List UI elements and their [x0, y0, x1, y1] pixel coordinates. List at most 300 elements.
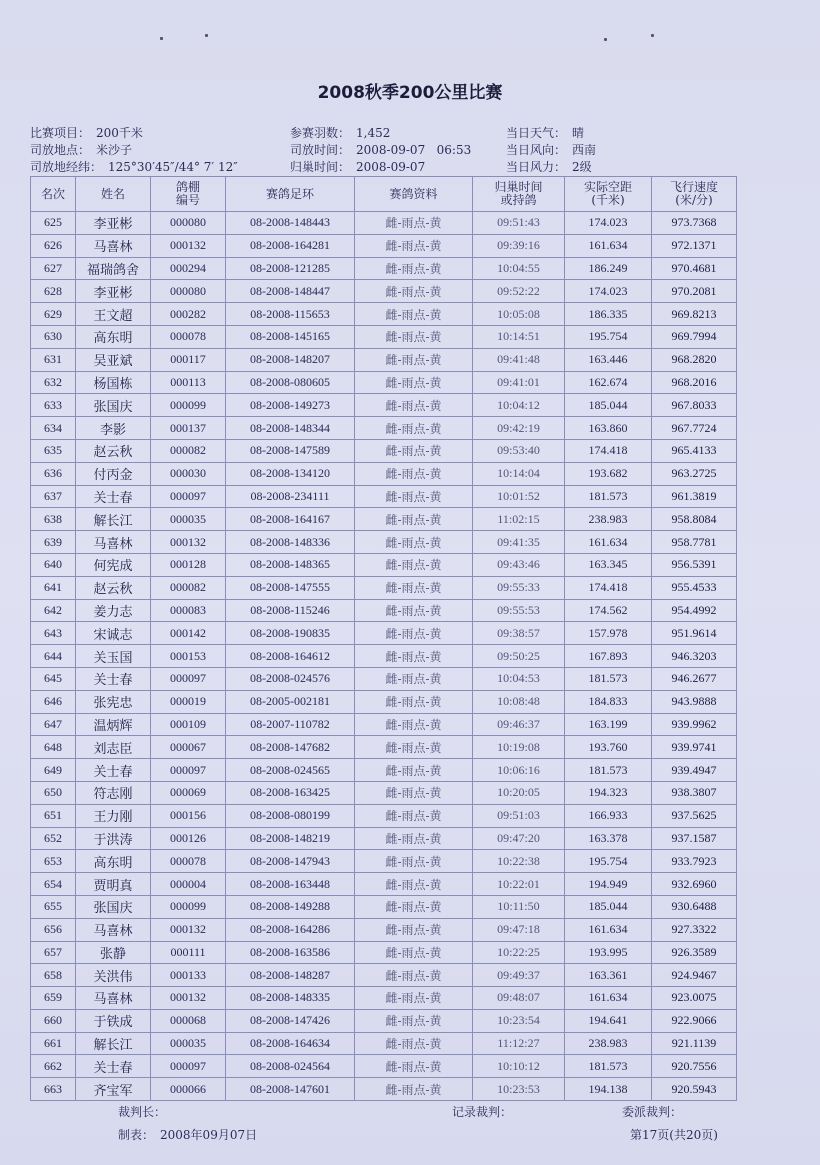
pigeon-info-cell: 雌-雨点-黄 — [355, 850, 473, 873]
pigeon-info-cell: 雌-雨点-黄 — [355, 553, 473, 576]
name-cell: 于洪涛 — [76, 827, 151, 850]
loft-cell: 000294 — [151, 257, 226, 280]
info-label: 司放地经纬： — [30, 160, 103, 174]
speed-cell: 923.0075 — [652, 987, 737, 1010]
rank-cell: 634 — [31, 417, 76, 440]
table-row — [31, 964, 737, 987]
table-row — [31, 485, 737, 508]
speed-cell: 927.3322 — [652, 918, 737, 941]
loft-cell: 000078 — [151, 325, 226, 348]
table-row — [31, 895, 737, 918]
table-row — [31, 873, 737, 896]
name-cell: 张国庆 — [76, 895, 151, 918]
loft-cell: 000142 — [151, 622, 226, 645]
speed-cell: 969.8213 — [652, 303, 737, 326]
pigeon-info-cell: 雌-雨点-黄 — [355, 212, 473, 235]
footer-dispatch: 委派裁判： — [622, 1105, 683, 1119]
distance-cell: 161.634 — [565, 987, 652, 1010]
scan-speck — [160, 37, 163, 40]
distance-cell: 185.044 — [565, 895, 652, 918]
table-row — [31, 941, 737, 964]
speed-cell: 973.7368 — [652, 212, 737, 235]
speed-cell: 937.1587 — [652, 827, 737, 850]
scan-speck — [651, 34, 654, 37]
info-label: 参赛羽数： — [290, 126, 351, 140]
loft-cell: 000035 — [151, 508, 226, 531]
distance-cell: 163.378 — [565, 827, 652, 850]
ring-cell: 08-2008-164167 — [226, 508, 355, 531]
header-line: 或持鸽 — [500, 193, 537, 207]
table-row — [31, 918, 737, 941]
name-cell: 张静 — [76, 941, 151, 964]
return-time-cell: 09:55:33 — [473, 576, 565, 599]
header-line: 鸽棚 — [175, 180, 200, 194]
distance-cell: 194.641 — [565, 1009, 652, 1032]
table-row — [31, 599, 737, 622]
loft-cell: 000078 — [151, 850, 226, 873]
speed-cell: 954.4992 — [652, 599, 737, 622]
distance-cell: 161.634 — [565, 234, 652, 257]
return-time-cell: 10:01:52 — [473, 485, 565, 508]
name-cell: 张宪忠 — [76, 690, 151, 713]
rank-cell: 653 — [31, 850, 76, 873]
pigeon-info-cell: 雌-雨点-黄 — [355, 964, 473, 987]
info-label: 比赛项目： — [30, 126, 91, 140]
loft-cell: 000066 — [151, 1078, 226, 1101]
rank-cell: 629 — [31, 303, 76, 326]
loft-cell: 000080 — [151, 212, 226, 235]
ring-cell: 08-2008-163586 — [226, 941, 355, 964]
distance-cell: 193.995 — [565, 941, 652, 964]
info-value: 1,452 — [356, 126, 391, 140]
distance-cell: 181.573 — [565, 1055, 652, 1078]
ring-cell: 08-2008-115246 — [226, 599, 355, 622]
rank-cell: 662 — [31, 1055, 76, 1078]
loft-cell: 000097 — [151, 759, 226, 782]
distance-cell: 194.138 — [565, 1078, 652, 1101]
info-wind-direction — [506, 141, 596, 158]
info-label: 司放地点： — [30, 143, 91, 157]
loft-cell: 000097 — [151, 1055, 226, 1078]
rank-cell: 661 — [31, 1032, 76, 1055]
rank-cell: 640 — [31, 553, 76, 576]
speed-cell: 937.5625 — [652, 804, 737, 827]
name-cell: 关士春 — [76, 667, 151, 690]
return-time-cell: 10:08:48 — [473, 690, 565, 713]
info-release-time — [290, 141, 471, 158]
return-time-cell: 09:42:19 — [473, 417, 565, 440]
return-time-cell: 09:41:35 — [473, 531, 565, 554]
table-row — [31, 690, 737, 713]
name-cell: 于铁成 — [76, 1009, 151, 1032]
rank-cell: 636 — [31, 462, 76, 485]
name-cell: 宋诚志 — [76, 622, 151, 645]
speed-cell: 924.9467 — [652, 964, 737, 987]
table-row — [31, 1078, 737, 1101]
pigeon-info-cell: 雌-雨点-黄 — [355, 713, 473, 736]
distance-cell: 163.345 — [565, 553, 652, 576]
pigeon-info-cell: 雌-雨点-黄 — [355, 303, 473, 326]
loft-cell: 000083 — [151, 599, 226, 622]
rank-cell: 644 — [31, 645, 76, 668]
loft-cell: 000132 — [151, 987, 226, 1010]
return-time-cell: 09:41:48 — [473, 348, 565, 371]
footer-made — [118, 1126, 257, 1143]
rank-cell: 655 — [31, 895, 76, 918]
ring-cell: 08-2008-024564 — [226, 1055, 355, 1078]
pigeon-info-cell: 雌-雨点-黄 — [355, 645, 473, 668]
rank-cell: 638 — [31, 508, 76, 531]
table-row — [31, 576, 737, 599]
speed-cell: 933.7923 — [652, 850, 737, 873]
loft-cell: 000128 — [151, 553, 226, 576]
speed-cell: 946.2677 — [652, 667, 737, 690]
speed-cell: 965.4133 — [652, 439, 737, 462]
loft-cell: 000126 — [151, 827, 226, 850]
name-cell: 贾明真 — [76, 873, 151, 896]
rank-cell: 635 — [31, 439, 76, 462]
distance-cell: 174.562 — [565, 599, 652, 622]
pigeon-info-cell: 雌-雨点-黄 — [355, 531, 473, 554]
distance-cell: 161.634 — [565, 531, 652, 554]
table-row — [31, 1032, 737, 1055]
distance-cell: 195.754 — [565, 850, 652, 873]
table-row — [31, 553, 737, 576]
speed-cell: 970.2081 — [652, 280, 737, 303]
ring-cell: 08-2008-164286 — [226, 918, 355, 941]
speed-cell: 967.8033 — [652, 394, 737, 417]
pigeon-info-cell: 雌-雨点-黄 — [355, 667, 473, 690]
name-cell: 马喜林 — [76, 987, 151, 1010]
info-value: 200千米 — [96, 126, 143, 140]
name-cell: 高东明 — [76, 850, 151, 873]
distance-cell: 238.983 — [565, 1032, 652, 1055]
table-row — [31, 348, 737, 371]
pigeon-info-cell: 雌-雨点-黄 — [355, 736, 473, 759]
name-cell: 吴亚斌 — [76, 348, 151, 371]
ring-cell: 08-2008-164634 — [226, 1032, 355, 1055]
rank-cell: 630 — [31, 325, 76, 348]
loft-cell: 000109 — [151, 713, 226, 736]
table-row — [31, 394, 737, 417]
name-cell: 王文超 — [76, 303, 151, 326]
ring-cell: 08-2008-148443 — [226, 212, 355, 235]
loft-cell: 000067 — [151, 736, 226, 759]
pigeon-info-cell: 雌-雨点-黄 — [355, 371, 473, 394]
ring-cell: 08-2008-148219 — [226, 827, 355, 850]
speed-cell: 951.9614 — [652, 622, 737, 645]
table-header-row — [31, 177, 737, 212]
pigeon-info-cell: 雌-雨点-黄 — [355, 1032, 473, 1055]
pigeon-info-cell: 雌-雨点-黄 — [355, 759, 473, 782]
return-time-cell: 09:41:01 — [473, 371, 565, 394]
pigeon-info-cell: 雌-雨点-黄 — [355, 804, 473, 827]
return-time-cell: 10:22:38 — [473, 850, 565, 873]
name-cell: 李影 — [76, 417, 151, 440]
pigeon-info-cell: 雌-雨点-黄 — [355, 280, 473, 303]
header-rank: 名次 — [31, 177, 76, 212]
return-time-cell: 09:51:43 — [473, 212, 565, 235]
name-cell: 符志刚 — [76, 781, 151, 804]
rank-cell: 656 — [31, 918, 76, 941]
distance-cell: 186.335 — [565, 303, 652, 326]
distance-cell: 181.573 — [565, 485, 652, 508]
speed-cell: 938.3807 — [652, 781, 737, 804]
ring-cell: 08-2008-148335 — [226, 987, 355, 1010]
ring-cell: 08-2008-147601 — [226, 1078, 355, 1101]
name-cell: 关玉国 — [76, 645, 151, 668]
return-time-cell: 09:53:40 — [473, 439, 565, 462]
speed-cell: 939.4947 — [652, 759, 737, 782]
distance-cell: 161.634 — [565, 918, 652, 941]
name-cell: 赵云秋 — [76, 576, 151, 599]
info-label: 当日风向： — [506, 143, 567, 157]
name-cell: 王力刚 — [76, 804, 151, 827]
info-label: 司放时间： — [290, 143, 351, 157]
distance-cell: 174.418 — [565, 576, 652, 599]
name-cell: 福瑞鸽舍 — [76, 257, 151, 280]
speed-cell: 963.2725 — [652, 462, 737, 485]
rank-cell: 663 — [31, 1078, 76, 1101]
header-line: (千米) — [591, 193, 625, 207]
pigeon-info-cell: 雌-雨点-黄 — [355, 508, 473, 531]
pigeon-info-cell: 雌-雨点-黄 — [355, 348, 473, 371]
loft-cell: 000132 — [151, 234, 226, 257]
return-time-cell: 10:20:05 — [473, 781, 565, 804]
header-name: 姓名 — [76, 177, 151, 212]
loft-cell: 000133 — [151, 964, 226, 987]
table-row — [31, 987, 737, 1010]
distance-cell: 163.860 — [565, 417, 652, 440]
pigeon-info-cell: 雌-雨点-黄 — [355, 257, 473, 280]
info-label: 当日风力： — [506, 160, 567, 174]
table-row — [31, 257, 737, 280]
footer-made-label: 制表： — [118, 1128, 155, 1142]
return-time-cell: 09:50:25 — [473, 645, 565, 668]
distance-cell: 174.023 — [565, 212, 652, 235]
name-cell: 杨国栋 — [76, 371, 151, 394]
ring-cell: 08-2008-234111 — [226, 485, 355, 508]
name-cell: 马喜林 — [76, 531, 151, 554]
name-cell: 关洪伟 — [76, 964, 151, 987]
loft-cell: 000282 — [151, 303, 226, 326]
pigeon-info-cell: 雌-雨点-黄 — [355, 1009, 473, 1032]
table-row — [31, 1055, 737, 1078]
speed-cell: 956.5391 — [652, 553, 737, 576]
header-line: (米/分) — [675, 193, 713, 207]
speed-cell: 968.2016 — [652, 371, 737, 394]
table-row — [31, 303, 737, 326]
loft-cell: 000069 — [151, 781, 226, 804]
name-cell: 马喜林 — [76, 918, 151, 941]
ring-cell: 08-2008-149288 — [226, 895, 355, 918]
speed-cell: 967.7724 — [652, 417, 737, 440]
loft-cell: 000068 — [151, 1009, 226, 1032]
table-row — [31, 850, 737, 873]
name-cell: 解长江 — [76, 508, 151, 531]
pigeon-info-cell: 雌-雨点-黄 — [355, 941, 473, 964]
rank-cell: 650 — [31, 781, 76, 804]
footer-page-info: 第17页(共20页) — [630, 1128, 718, 1142]
pigeon-info-cell: 雌-雨点-黄 — [355, 873, 473, 896]
ring-cell: 08-2008-163425 — [226, 781, 355, 804]
scan-speck — [604, 38, 607, 41]
rank-cell: 648 — [31, 736, 76, 759]
ring-cell: 08-2008-163448 — [226, 873, 355, 896]
return-time-cell: 10:23:54 — [473, 1009, 565, 1032]
loft-cell: 000082 — [151, 576, 226, 599]
info-wind-force — [506, 158, 592, 175]
table-row — [31, 713, 737, 736]
distance-cell: 167.893 — [565, 645, 652, 668]
return-time-cell: 09:43:46 — [473, 553, 565, 576]
speed-cell: 958.8084 — [652, 508, 737, 531]
name-cell: 关士春 — [76, 485, 151, 508]
pigeon-info-cell: 雌-雨点-黄 — [355, 394, 473, 417]
rank-cell: 649 — [31, 759, 76, 782]
table-row — [31, 371, 737, 394]
info-value: 西南 — [572, 143, 597, 157]
distance-cell: 193.760 — [565, 736, 652, 759]
speed-cell: 939.9962 — [652, 713, 737, 736]
distance-cell: 166.933 — [565, 804, 652, 827]
speed-cell: 970.4681 — [652, 257, 737, 280]
table-row — [31, 1009, 737, 1032]
pigeon-info-cell: 雌-雨点-黄 — [355, 417, 473, 440]
info-value: 米沙子 — [96, 143, 133, 157]
rank-cell: 627 — [31, 257, 76, 280]
table-row — [31, 508, 737, 531]
table-row — [31, 417, 737, 440]
distance-cell: 181.573 — [565, 759, 652, 782]
table-row — [31, 462, 737, 485]
ring-cell: 08-2008-147682 — [226, 736, 355, 759]
distance-cell: 174.023 — [565, 280, 652, 303]
ring-cell: 08-2005-002181 — [226, 690, 355, 713]
ring-cell: 08-2008-080199 — [226, 804, 355, 827]
rank-cell: 643 — [31, 622, 76, 645]
header-line: 飞行速度 — [669, 180, 718, 194]
return-time-cell: 09:46:37 — [473, 713, 565, 736]
name-cell: 解长江 — [76, 1032, 151, 1055]
speed-cell: 961.3819 — [652, 485, 737, 508]
loft-cell: 000030 — [151, 462, 226, 485]
name-cell: 马喜林 — [76, 234, 151, 257]
info-return-time — [290, 158, 425, 175]
speed-cell: 972.1371 — [652, 234, 737, 257]
ring-cell: 08-2008-148287 — [226, 964, 355, 987]
info-value: 2008-09-07 06:53 — [356, 143, 472, 157]
speed-cell: 932.6960 — [652, 873, 737, 896]
loft-cell: 000082 — [151, 439, 226, 462]
distance-cell: 163.199 — [565, 713, 652, 736]
distance-cell: 157.978 — [565, 622, 652, 645]
ring-cell: 08-2008-024576 — [226, 667, 355, 690]
loft-cell: 000111 — [151, 941, 226, 964]
pigeon-info-cell: 雌-雨点-黄 — [355, 325, 473, 348]
name-cell: 赵云秋 — [76, 439, 151, 462]
rank-cell: 626 — [31, 234, 76, 257]
loft-cell: 000097 — [151, 485, 226, 508]
loft-cell: 000004 — [151, 873, 226, 896]
pigeon-info-cell: 雌-雨点-黄 — [355, 439, 473, 462]
pigeon-info-cell: 雌-雨点-黄 — [355, 576, 473, 599]
distance-cell: 186.249 — [565, 257, 652, 280]
ring-cell: 08-2008-147426 — [226, 1009, 355, 1032]
header-distance — [565, 177, 652, 212]
return-time-cell: 09:48:07 — [473, 987, 565, 1010]
loft-cell: 000156 — [151, 804, 226, 827]
header-speed — [652, 177, 737, 212]
name-cell: 李亚彬 — [76, 212, 151, 235]
table-row — [31, 759, 737, 782]
rank-cell: 657 — [31, 941, 76, 964]
ring-cell: 08-2008-147943 — [226, 850, 355, 873]
return-time-cell: 09:52:22 — [473, 280, 565, 303]
rank-cell: 641 — [31, 576, 76, 599]
name-cell: 付丙金 — [76, 462, 151, 485]
info-value: 晴 — [572, 126, 585, 140]
speed-cell: 921.1139 — [652, 1032, 737, 1055]
table-row — [31, 439, 737, 462]
table-row — [31, 667, 737, 690]
speed-cell: 922.9066 — [652, 1009, 737, 1032]
distance-cell: 193.682 — [565, 462, 652, 485]
distance-cell: 181.573 — [565, 667, 652, 690]
speed-cell: 943.9888 — [652, 690, 737, 713]
rank-cell: 639 — [31, 531, 76, 554]
table-row — [31, 645, 737, 668]
name-cell: 关士春 — [76, 759, 151, 782]
rank-cell: 645 — [31, 667, 76, 690]
ring-cell: 08-2008-164281 — [226, 234, 355, 257]
ring-cell: 08-2008-148447 — [226, 280, 355, 303]
speed-cell: 920.5943 — [652, 1078, 737, 1101]
header-line: 归巢时间 — [494, 180, 543, 194]
header-ring: 赛鸽足环 — [226, 177, 355, 212]
return-time-cell: 10:23:53 — [473, 1078, 565, 1101]
rank-cell: 659 — [31, 987, 76, 1010]
speed-cell: 969.7994 — [652, 325, 737, 348]
name-cell: 温炳辉 — [76, 713, 151, 736]
info-project — [30, 124, 143, 141]
rank-cell: 628 — [31, 280, 76, 303]
return-time-cell: 10:04:53 — [473, 667, 565, 690]
distance-cell: 163.361 — [565, 964, 652, 987]
ring-cell: 08-2008-148207 — [226, 348, 355, 371]
return-time-cell: 10:22:25 — [473, 941, 565, 964]
name-cell: 何宪成 — [76, 553, 151, 576]
pigeon-info-cell: 雌-雨点-黄 — [355, 1055, 473, 1078]
header-loft — [151, 177, 226, 212]
header-line: 实际空距 — [583, 180, 632, 194]
scan-speck — [205, 34, 208, 37]
table-row — [31, 325, 737, 348]
return-time-cell: 10:22:01 — [473, 873, 565, 896]
distance-cell: 194.949 — [565, 873, 652, 896]
return-time-cell: 10:19:08 — [473, 736, 565, 759]
return-time-cell: 09:39:16 — [473, 234, 565, 257]
ring-cell: 08-2008-134120 — [226, 462, 355, 485]
pigeon-info-cell: 雌-雨点-黄 — [355, 234, 473, 257]
rank-cell: 646 — [31, 690, 76, 713]
pigeon-info-cell: 雌-雨点-黄 — [355, 462, 473, 485]
header-pigeon-info: 赛鸽资料 — [355, 177, 473, 212]
loft-cell: 000117 — [151, 348, 226, 371]
rank-cell: 660 — [31, 1009, 76, 1032]
ring-cell: 08-2008-121285 — [226, 257, 355, 280]
return-time-cell: 10:06:16 — [473, 759, 565, 782]
